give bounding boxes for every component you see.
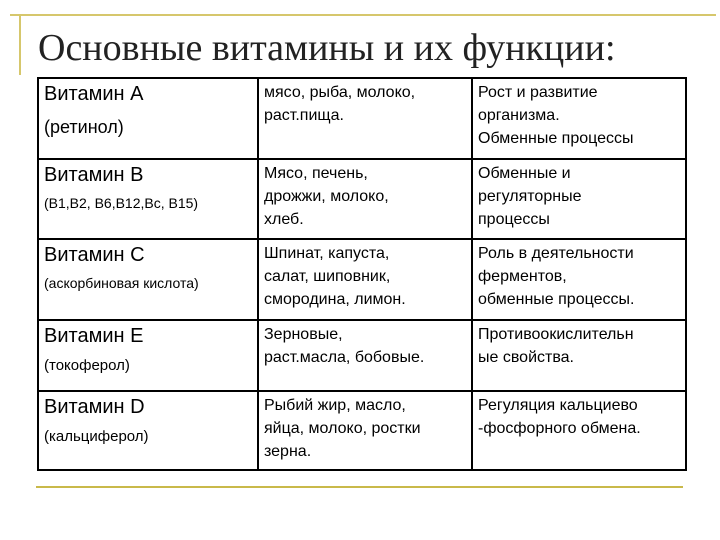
functions-cell (472, 78, 686, 159)
sources-text: Шпинат, капуста, салат, шиповник, смородина, лимон. (264, 245, 406, 308)
table-row (38, 78, 686, 159)
slide-title: Основные витамины и их функции: (38, 27, 616, 69)
bottom-accent-line (36, 486, 683, 488)
sources-cell (258, 391, 472, 470)
left-accent-line (19, 15, 21, 75)
vitamin-name: Витамин D (44, 396, 145, 418)
functions-cell (472, 320, 686, 391)
vitamin-name: Витамин С (44, 244, 145, 266)
vitamin-table (37, 77, 687, 471)
vitamin-subtitle: (кальциферол) (44, 428, 149, 445)
table-row (38, 320, 686, 391)
vitamin-name-cell (38, 320, 258, 391)
sources-text: мясо, рыба, молоко, раст.пища. (264, 84, 416, 124)
sources-cell (258, 159, 472, 239)
sources-cell (258, 78, 472, 159)
functions-cell (472, 159, 686, 239)
sources-text: Зерновые, раст.масла, бобовые. (264, 326, 425, 366)
functions-cell (472, 239, 686, 320)
table-row (38, 159, 686, 239)
functions-text: Обменные и регуляторные процессы (478, 165, 582, 228)
vitamin-subtitle: (ретинол) (44, 117, 124, 137)
vitamin-subtitle: (В1,В2, В6,В12,Вс, В15) (44, 195, 199, 211)
vitamin-subtitle: (токоферол) (44, 357, 130, 374)
vitamin-subtitle: (аскорбиновая кислота) (44, 275, 199, 291)
functions-text: Регуляция кальциево -фосфорного обмена. (478, 397, 641, 437)
functions-text: Рост и развитие организма. Обменные процессы (478, 84, 634, 147)
top-accent-line (10, 14, 716, 16)
vitamin-name: Витамин В (44, 164, 144, 186)
table-row (38, 391, 686, 470)
vitamin-name-cell (38, 159, 258, 239)
vitamin-name-cell (38, 391, 258, 470)
vitamin-name: Витамин А (44, 83, 144, 105)
sources-text: Рыбий жир, масло, яйца, молоко, ростки зерна. (264, 397, 421, 460)
vitamin-name-cell (38, 78, 258, 159)
sources-cell (258, 239, 472, 320)
table-row (38, 239, 686, 320)
sources-cell (258, 320, 472, 391)
functions-text: Противоокислительн ые свойства. (478, 326, 634, 366)
vitamin-name-cell (38, 239, 258, 320)
functions-text: Роль в деятельности ферментов, обменные процессы. (478, 245, 635, 308)
functions-cell (472, 391, 686, 470)
vitamin-name: Витамин Е (44, 325, 144, 347)
sources-text: Мясо, печень, дрожжи, молоко, хлеб. (264, 165, 389, 228)
